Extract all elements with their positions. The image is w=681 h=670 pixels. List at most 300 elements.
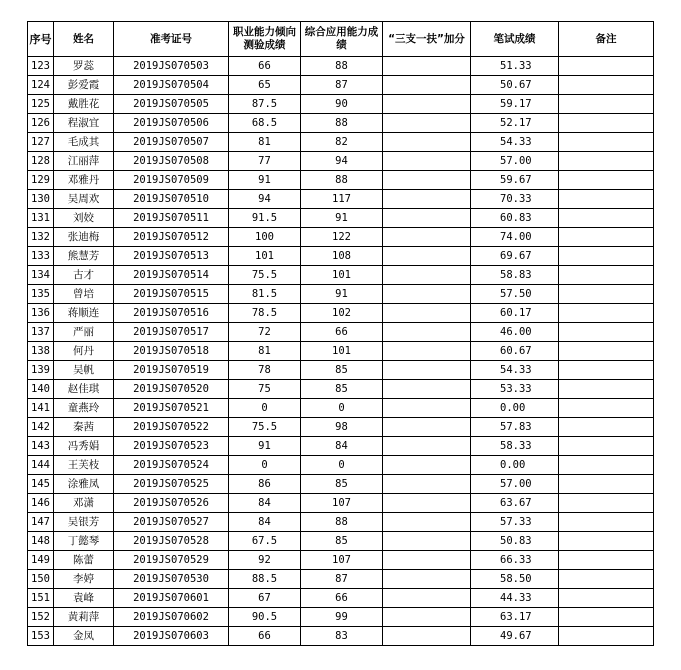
cell-aptitude: 81 [229,342,301,361]
cell-remark [559,285,654,304]
cell-name: 陈蕾 [54,551,114,570]
cell-comprehensive: 117 [301,190,383,209]
written-score-value: 49.67 [500,630,532,642]
cell-comprehensive: 85 [301,475,383,494]
written-score-value: 60.83 [500,212,532,224]
cell-bonus [383,570,471,589]
cell-exam-id: 2019JS070526 [114,494,229,513]
cell-exam-id: 2019JS070525 [114,475,229,494]
cell-bonus [383,627,471,646]
cell-seq: 141 [28,399,54,418]
cell-name: 蒋顺连 [54,304,114,323]
cell-bonus [383,171,471,190]
cell-written [471,570,559,589]
cell-written [471,513,559,532]
cell-aptitude: 65 [229,76,301,95]
cell-comprehensive: 98 [301,418,383,437]
cell-aptitude: 84 [229,494,301,513]
cell-bonus [383,361,471,380]
cell-bonus [383,247,471,266]
cell-comprehensive: 85 [301,361,383,380]
cell-seq: 147 [28,513,54,532]
written-score-value: 52.17 [500,117,532,129]
cell-bonus [383,475,471,494]
cell-comprehensive: 90 [301,95,383,114]
cell-seq: 125 [28,95,54,114]
written-score-value: 59.67 [500,174,532,186]
cell-remark [559,551,654,570]
cell-remark [559,494,654,513]
cell-seq: 150 [28,570,54,589]
cell-exam-id: 2019JS070516 [114,304,229,323]
table-row [28,608,654,627]
cell-aptitude: 75.5 [229,418,301,437]
cell-written [471,589,559,608]
cell-aptitude: 67.5 [229,532,301,551]
cell-written [471,57,559,76]
cell-aptitude: 0 [229,399,301,418]
cell-exam-id: 2019JS070520 [114,380,229,399]
cell-written [471,209,559,228]
cell-comprehensive: 87 [301,570,383,589]
written-score-value: 46.00 [500,326,532,338]
cell-comprehensive: 87 [301,76,383,95]
cell-aptitude: 86 [229,475,301,494]
written-score-value: 54.33 [500,136,532,148]
cell-aptitude: 0 [229,456,301,475]
cell-comprehensive: 122 [301,228,383,247]
cell-seq: 146 [28,494,54,513]
cell-seq: 139 [28,361,54,380]
cell-comprehensive: 94 [301,152,383,171]
cell-remark [559,437,654,456]
table-row [28,361,654,380]
cell-comprehensive: 0 [301,399,383,418]
cell-seq: 132 [28,228,54,247]
cell-remark [559,57,654,76]
table-row [28,133,654,152]
cell-bonus [383,285,471,304]
written-score-value: 0.00 [500,459,526,471]
cell-name: 黄莉萍 [54,608,114,627]
cell-comprehensive: 66 [301,323,383,342]
cell-bonus [383,532,471,551]
cell-comprehensive: 66 [301,589,383,608]
cell-aptitude: 91.5 [229,209,301,228]
written-score-value: 63.17 [500,611,532,623]
cell-bonus [383,456,471,475]
table-row [28,57,654,76]
cell-remark [559,323,654,342]
cell-exam-id: 2019JS070510 [114,190,229,209]
cell-bonus [383,589,471,608]
cell-exam-id: 2019JS070524 [114,456,229,475]
cell-comprehensive: 88 [301,171,383,190]
written-score-value: 69.67 [500,250,532,262]
cell-name: 毛成其 [54,133,114,152]
cell-aptitude: 77 [229,152,301,171]
cell-seq: 151 [28,589,54,608]
cell-written [471,95,559,114]
cell-comprehensive: 88 [301,513,383,532]
table-row [28,513,654,532]
cell-bonus [383,114,471,133]
written-score-value: 57.50 [500,288,532,300]
cell-name: 邓雅丹 [54,171,114,190]
cell-written [471,304,559,323]
cell-exam-id: 2019JS070507 [114,133,229,152]
cell-written [471,285,559,304]
cell-comprehensive: 101 [301,342,383,361]
cell-written [471,456,559,475]
cell-bonus [383,304,471,323]
written-score-value: 51.33 [500,60,532,72]
cell-remark [559,513,654,532]
written-score-value: 74.00 [500,231,532,243]
cell-written [471,76,559,95]
cell-remark [559,570,654,589]
cell-bonus [383,57,471,76]
cell-bonus [383,513,471,532]
cell-exam-id: 2019JS070511 [114,209,229,228]
table-row [28,399,654,418]
cell-name: 王芙枝 [54,456,114,475]
cell-comprehensive: 99 [301,608,383,627]
written-score-value: 63.67 [500,497,532,509]
cell-remark [559,475,654,494]
table-row [28,285,654,304]
cell-name: 丁懿琴 [54,532,114,551]
cell-comprehensive: 85 [301,532,383,551]
cell-name: 戴胜花 [54,95,114,114]
cell-written [471,133,559,152]
cell-aptitude: 84 [229,513,301,532]
cell-seq: 127 [28,133,54,152]
cell-exam-id: 2019JS070601 [114,589,229,608]
cell-aptitude: 101 [229,247,301,266]
cell-remark [559,114,654,133]
table-row [28,266,654,285]
cell-bonus [383,209,471,228]
cell-written [471,266,559,285]
cell-exam-id: 2019JS070519 [114,361,229,380]
cell-exam-id: 2019JS070504 [114,76,229,95]
cell-remark [559,190,654,209]
table-row [28,95,654,114]
written-score-value: 44.33 [500,592,532,604]
table-row [28,228,654,247]
table-row [28,570,654,589]
written-score-value: 53.33 [500,383,532,395]
table-row [28,247,654,266]
cell-remark [559,76,654,95]
header-comprehensive: 综合应用能力成绩 [301,22,383,57]
cell-written [471,152,559,171]
score-table [27,21,654,646]
cell-seq: 140 [28,380,54,399]
cell-seq: 142 [28,418,54,437]
table-row [28,323,654,342]
cell-name: 熊慧芳 [54,247,114,266]
cell-bonus [383,190,471,209]
cell-exam-id: 2019JS070517 [114,323,229,342]
cell-exam-id: 2019JS070514 [114,266,229,285]
cell-aptitude: 91 [229,171,301,190]
table-row [28,551,654,570]
written-score-value: 60.17 [500,307,532,319]
cell-seq: 131 [28,209,54,228]
cell-exam-id: 2019JS070515 [114,285,229,304]
cell-bonus [383,133,471,152]
cell-name: 严丽 [54,323,114,342]
cell-exam-id: 2019JS070512 [114,228,229,247]
cell-name: 罗蕊 [54,57,114,76]
written-score-value: 58.83 [500,269,532,281]
cell-written [471,361,559,380]
written-score-value: 57.83 [500,421,532,433]
cell-exam-id: 2019JS070518 [114,342,229,361]
cell-comprehensive: 84 [301,437,383,456]
cell-bonus [383,551,471,570]
cell-remark [559,418,654,437]
cell-written [471,627,559,646]
cell-comprehensive: 108 [301,247,383,266]
cell-name: 程淑宜 [54,114,114,133]
cell-remark [559,361,654,380]
cell-exam-id: 2019JS070509 [114,171,229,190]
cell-seq: 128 [28,152,54,171]
header-exam-id: 准考证号 [114,22,229,57]
cell-name: 袁峰 [54,589,114,608]
cell-name: 刘姣 [54,209,114,228]
cell-remark [559,456,654,475]
table-row [28,76,654,95]
cell-aptitude: 75 [229,380,301,399]
cell-written [471,380,559,399]
cell-written [471,171,559,190]
header-remark: 备注 [559,22,654,57]
cell-bonus [383,323,471,342]
cell-comprehensive: 0 [301,456,383,475]
cell-name: 吴银芳 [54,513,114,532]
cell-aptitude: 81 [229,133,301,152]
cell-exam-id: 2019JS070530 [114,570,229,589]
cell-name: 秦茜 [54,418,114,437]
cell-seq: 138 [28,342,54,361]
cell-exam-id: 2019JS070521 [114,399,229,418]
cell-remark [559,532,654,551]
cell-name: 涂雅凤 [54,475,114,494]
cell-name: 古才 [54,266,114,285]
cell-seq: 145 [28,475,54,494]
cell-name: 赵佳琪 [54,380,114,399]
table-row [28,532,654,551]
cell-comprehensive: 83 [301,627,383,646]
cell-written [471,342,559,361]
cell-comprehensive: 101 [301,266,383,285]
written-score-value: 0.00 [500,402,526,414]
header-seq: 序号 [28,22,54,57]
cell-name: 金凤 [54,627,114,646]
written-score-value: 57.00 [500,478,532,490]
cell-seq: 153 [28,627,54,646]
cell-comprehensive: 88 [301,57,383,76]
cell-exam-id: 2019JS070522 [114,418,229,437]
cell-aptitude: 75.5 [229,266,301,285]
cell-name: 吴周欢 [54,190,114,209]
cell-remark [559,133,654,152]
cell-exam-id: 2019JS070602 [114,608,229,627]
cell-remark [559,627,654,646]
cell-remark [559,152,654,171]
written-score-value: 57.33 [500,516,532,528]
cell-remark [559,399,654,418]
cell-bonus [383,95,471,114]
cell-aptitude: 66 [229,627,301,646]
cell-remark [559,247,654,266]
cell-aptitude: 87.5 [229,95,301,114]
cell-aptitude: 78.5 [229,304,301,323]
cell-remark [559,608,654,627]
cell-aptitude: 72 [229,323,301,342]
cell-seq: 136 [28,304,54,323]
table-row [28,304,654,323]
cell-exam-id: 2019JS070505 [114,95,229,114]
cell-written [471,608,559,627]
table-row [28,152,654,171]
cell-comprehensive: 102 [301,304,383,323]
table-row [28,456,654,475]
cell-bonus [383,418,471,437]
cell-name: 李婷 [54,570,114,589]
cell-seq: 129 [28,171,54,190]
cell-remark [559,304,654,323]
cell-seq: 123 [28,57,54,76]
cell-bonus [383,437,471,456]
cell-seq: 148 [28,532,54,551]
table-row [28,380,654,399]
cell-seq: 135 [28,285,54,304]
table-row [28,114,654,133]
cell-comprehensive: 91 [301,285,383,304]
cell-aptitude: 100 [229,228,301,247]
cell-written [471,532,559,551]
cell-exam-id: 2019JS070528 [114,532,229,551]
cell-remark [559,171,654,190]
table-row [28,494,654,513]
cell-bonus [383,266,471,285]
cell-seq: 133 [28,247,54,266]
cell-bonus [383,494,471,513]
cell-aptitude: 78 [229,361,301,380]
cell-comprehensive: 107 [301,494,383,513]
cell-bonus [383,608,471,627]
cell-aptitude: 67 [229,589,301,608]
cell-exam-id: 2019JS070506 [114,114,229,133]
cell-bonus [383,152,471,171]
cell-seq: 134 [28,266,54,285]
cell-name: 张迪梅 [54,228,114,247]
header-name: 姓名 [54,22,114,57]
cell-remark [559,342,654,361]
written-score-value: 58.50 [500,573,532,585]
cell-seq: 130 [28,190,54,209]
cell-written [471,551,559,570]
cell-aptitude: 66 [229,57,301,76]
cell-written [471,494,559,513]
cell-exam-id: 2019JS070523 [114,437,229,456]
header-row [28,22,654,57]
cell-remark [559,380,654,399]
cell-bonus [383,342,471,361]
cell-aptitude: 94 [229,190,301,209]
header-written: 笔试成绩 [471,22,559,57]
cell-remark [559,266,654,285]
cell-comprehensive: 91 [301,209,383,228]
cell-aptitude: 92 [229,551,301,570]
cell-aptitude: 81.5 [229,285,301,304]
cell-aptitude: 68.5 [229,114,301,133]
table-row [28,190,654,209]
cell-remark [559,589,654,608]
cell-written [471,114,559,133]
cell-bonus [383,399,471,418]
cell-remark [559,95,654,114]
written-score-value: 66.33 [500,554,532,566]
cell-exam-id: 2019JS070513 [114,247,229,266]
written-score-value: 50.67 [500,79,532,91]
header-aptitude: 职业能力倾向测验成绩 [229,22,301,57]
cell-exam-id: 2019JS070527 [114,513,229,532]
cell-bonus [383,228,471,247]
cell-name: 何丹 [54,342,114,361]
cell-seq: 152 [28,608,54,627]
cell-written [471,190,559,209]
table-row [28,418,654,437]
cell-bonus [383,380,471,399]
cell-name: 曾培 [54,285,114,304]
cell-comprehensive: 107 [301,551,383,570]
table-body [28,57,654,646]
cell-seq: 126 [28,114,54,133]
cell-seq: 149 [28,551,54,570]
written-score-value: 58.33 [500,440,532,452]
cell-aptitude: 90.5 [229,608,301,627]
written-score-value: 54.33 [500,364,532,376]
cell-written [471,399,559,418]
table-row [28,209,654,228]
cell-aptitude: 91 [229,437,301,456]
cell-comprehensive: 85 [301,380,383,399]
cell-written [471,437,559,456]
cell-name: 邓潇 [54,494,114,513]
cell-seq: 144 [28,456,54,475]
cell-exam-id: 2019JS070529 [114,551,229,570]
written-score-value: 70.33 [500,193,532,205]
cell-aptitude: 88.5 [229,570,301,589]
cell-written [471,475,559,494]
cell-exam-id: 2019JS070508 [114,152,229,171]
cell-written [471,323,559,342]
written-score-value: 59.17 [500,98,532,110]
cell-exam-id: 2019JS070603 [114,627,229,646]
header-bonus: “三支一扶”加分 [383,22,471,57]
cell-name: 江丽萍 [54,152,114,171]
table-row [28,627,654,646]
cell-comprehensive: 88 [301,114,383,133]
cell-bonus [383,76,471,95]
table-row [28,171,654,190]
